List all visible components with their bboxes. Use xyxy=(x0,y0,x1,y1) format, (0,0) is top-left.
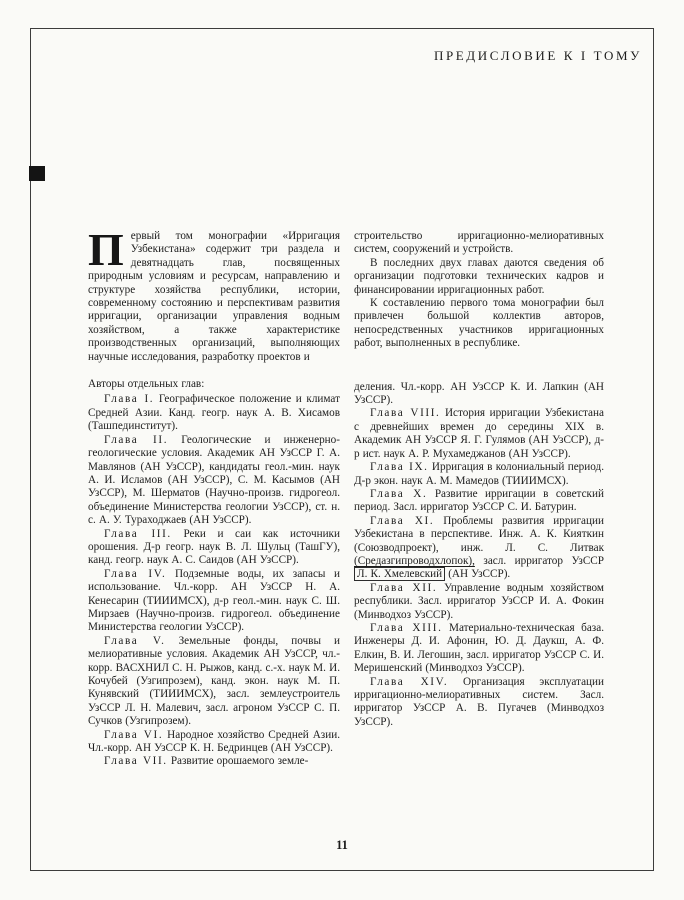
chapter-entry-14 xyxy=(354,676,604,730)
running-head-title: ПРЕДИСЛОВИЕ К I ТОМУ xyxy=(433,48,642,63)
chapter-label: Глава VII. xyxy=(104,755,168,768)
intro-paragraph-text: ервый том монографии «Ирригация Узбекистана» содержит три раздела и девятнадцать глав, посвященных природным условиям и ресурсам, направлению и структуре хозяйства республики, истории, современному состоянию и перспективам развития ирригации, организации управления водным хозяйством, а также характеристике производственных организаций, выполняющих научные исследования, разработку проектов и xyxy=(88,230,340,363)
boxed-deceased-name: Л. К. Хмелевский xyxy=(354,567,445,581)
chapter-text: Организация эксплуатации ирригационно-мелиоративных систем. Засл. ирригатор УзССР А. В. Пугачев (Минводхоз УзССР). xyxy=(354,675,604,728)
page-number: 11 xyxy=(336,838,348,852)
chapter-text: Геологические и инженерно-геологические условия. Академик АН УзССР Г. А. Мавлянов (АН УзССР), кандидаты геол.-мин. наук А. И. Исламов (АН УзССР), С. М. Касымов (АН УзССР), М. Шерматов (Научно-произв. гидрогеол. объединение Министерства геологии УзССР), ст. н. с. А. У. Тураходжаев (АН УзССР). xyxy=(88,433,340,527)
underlined-institute-name: (Средазгипроводхлопок), xyxy=(354,554,475,567)
chapter-entry-11 xyxy=(354,515,604,582)
intro-continuation-paragraph: строительство ирригационно-мелиоративных систем, сооружений и устройств. xyxy=(354,230,604,256)
right-column xyxy=(354,230,604,769)
chapter-entry-6 xyxy=(88,729,340,756)
chapter-text-part: Проблемы развития ирригации Узбекистана в перспективе. Инж. А. К. Кияткин (Союзводпроект), инж. Л. С. Литвак xyxy=(354,514,604,554)
left-column xyxy=(88,224,340,769)
authors-heading: Авторы отдельных глав: xyxy=(88,378,205,391)
chapter-label: Глава VI. xyxy=(104,728,164,741)
chapter-entry-2 xyxy=(88,434,340,528)
chapter-text: Развитие ирригации в советский период. Засл. ирригатор УзССР С. И. Батурин. xyxy=(354,487,604,514)
chapter-label: Глава IX. xyxy=(370,461,429,474)
chapter-entry-13 xyxy=(354,622,604,676)
chapter-text-part: (АН УзССР). xyxy=(445,568,511,581)
chapter-entry-3 xyxy=(88,528,340,568)
chapter-text: Народное хозяйство Средней Азии. Чл.-корр. АН УзССР К. Н. Бедринцев (АН УзССР). xyxy=(88,728,340,755)
chapter-entry-12 xyxy=(354,582,604,622)
chapter-entry-8 xyxy=(354,407,604,461)
chapter-label: Глава XI. xyxy=(370,514,435,527)
chapter-text: Географическое положение и климат Средней Азии. Канд. геогр. наук А. В. Хисамов (Ташпединститут). xyxy=(88,393,340,433)
text-columns xyxy=(88,224,604,769)
chapter-text: Развитие орошаемого земле- xyxy=(170,755,309,768)
dropcap-letter: П xyxy=(88,224,124,275)
chapter-entry-5 xyxy=(88,635,340,729)
chapter-label: Глава III. xyxy=(104,527,172,540)
intro-paragraph-2: В последних двух главах даются сведения об организации подготовки технических кадров и финансировании ирригационных работ. xyxy=(354,256,604,296)
chapter-label: Глава IV. xyxy=(104,567,167,580)
chapter-label: Глава V. xyxy=(104,634,166,647)
chapter-entry-4 xyxy=(88,568,340,635)
margin-black-square-marker xyxy=(29,166,45,181)
chapter-entry-1 xyxy=(88,393,340,433)
chapter-text: Земельные фонды, почвы и мелиоративные условия. Академик АН УзССР, чл.-корр. ВАСХНИЛ С. Н. Рыжов, канд. с.-х. наук М. И. Кочубей (Узгипрозем), канд. экон. наук М. П. Кунявский (ТИИИМСХ), засл. землеустроитель УзССР Л. Н. Малевич, засл. агроном УзССР С. П. Сучков (Узгипрозем). xyxy=(88,634,340,728)
chapter-text: Реки и саи как источники орошения. Д-р геогр. наук В. Л. Шульц (ТашГУ), канд. геогр. наук А. С. Саидов (АН УзССР). xyxy=(88,527,340,567)
chapter-entry-9 xyxy=(354,461,604,488)
chapter-text: Ирригация в колониальный период. Д-р экон. наук А. М. Мамедов (ТИИИМСХ). xyxy=(354,461,604,487)
chapter-label: Глава XIII. xyxy=(370,621,443,634)
intro-paragraph-3: К составлению первого тома монографии был привлечен большой коллектив авторов, непосредственных участников ирригационных работ, выполненных в республике. xyxy=(354,297,604,350)
chapter-text: Подземные воды, их запасы и использование. Чл.-корр. АН УзССР Н. А. Кенесарин (ТИИИМСХ), д-р геол.-мин. наук С. Ш. Мирзаев (Научно-произв. гидрогеол. объединение Министерства геологии УзССР). xyxy=(88,567,340,634)
chapter-text: История ирригации Узбекистана с древнейших времен до середины XIX в. Академик АН УзССР Я. Г. Гулямов (АН УзССР), д-р ист. наук А. Р. Мухамеджанов (АН УзССР). xyxy=(354,407,604,460)
chapter-label: Глава XIV. xyxy=(370,675,449,688)
chapter-label: Глава I. xyxy=(104,393,155,406)
chapter-entry-10 xyxy=(354,488,604,515)
chapter-entry-7 xyxy=(88,755,340,768)
chapter-text: Управление водным хозяйством республики. Засл. ирригатор УзССР И. А. Фокин (Минводхоз УзССР). xyxy=(354,581,604,621)
chapter-label: Глава VIII. xyxy=(370,407,441,420)
chapter-label: Глава XII. xyxy=(370,581,438,594)
chapter-entry-7-continuation: деления. Чл.-корр. АН УзССР К. И. Лапкин (АН УзССР). xyxy=(354,380,604,407)
chapter-label: Глава X. xyxy=(370,487,428,500)
chapter-text: Материально-техническая база. Инженеры Д. И. Афонин, Ю. Д. Даукш, А. Ф. Елкин, В. И. Легошин, засл. ирригатор УзССР С. И. Меришенский (Минводхоз УзССР). xyxy=(354,621,604,675)
chapter-text-part: засл. ирригатор УзССР xyxy=(474,554,604,567)
intro-paragraph xyxy=(88,224,340,364)
chapter-label: Глава II. xyxy=(104,433,169,446)
